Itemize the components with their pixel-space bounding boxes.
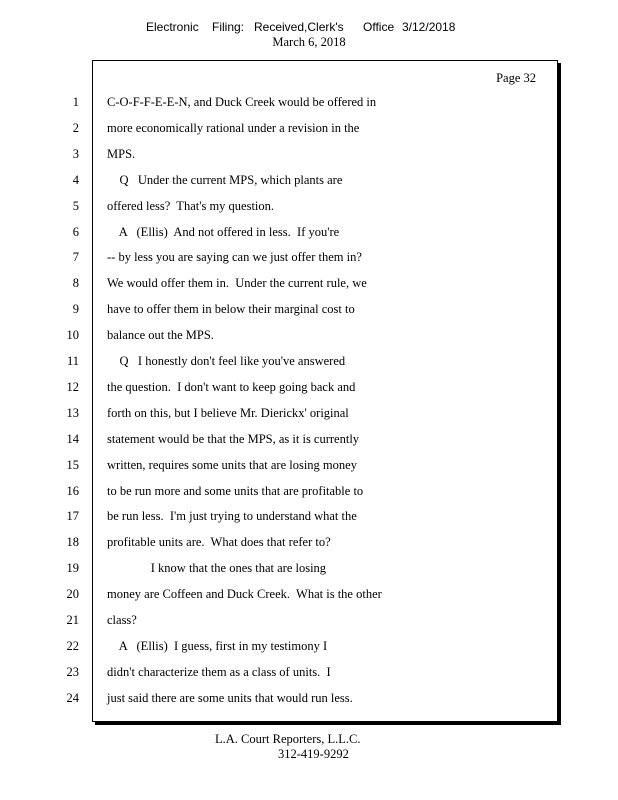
line-number: 21 bbox=[66, 613, 79, 627]
transcript-line: didn't characterize them as a class of units. I bbox=[107, 665, 331, 679]
transcript-line: statement would be that the MPS, as it is currently bbox=[107, 432, 360, 446]
filing-stamp-date: 3/12/2018 bbox=[402, 20, 456, 34]
transcript-line: more economically rational under a revision in the bbox=[107, 121, 360, 135]
line-number: 9 bbox=[72, 302, 79, 316]
transcript-line: C-O-F-F-E-E-N, and Duck Creek would be offered in bbox=[107, 95, 377, 109]
filing-word-office: Office bbox=[363, 20, 395, 34]
line-number: 4 bbox=[72, 173, 79, 187]
line-number: 8 bbox=[72, 276, 79, 290]
line-number: 22 bbox=[66, 639, 79, 653]
transcript-line: -- by less you are saying can we just offer them in? bbox=[107, 250, 362, 264]
line-number: 19 bbox=[66, 561, 79, 575]
line-number: 24 bbox=[66, 691, 79, 705]
line-number: 12 bbox=[66, 380, 79, 394]
transcript-line: to be run more and some units that are profitable to bbox=[107, 484, 364, 498]
line-number: 23 bbox=[66, 665, 79, 679]
reporter-firm: L.A. Court Reporters, L.L.C. bbox=[215, 732, 361, 746]
line-number: 1 bbox=[72, 95, 79, 109]
filing-word-electronic: Electronic bbox=[146, 20, 199, 34]
reporter-phone: 312-419-9292 bbox=[278, 747, 349, 761]
line-number: 3 bbox=[72, 147, 79, 161]
transcript-line: MPS. bbox=[107, 147, 136, 161]
line-number: 17 bbox=[66, 509, 79, 523]
transcript-line: be run less. I'm just trying to understand what the bbox=[107, 509, 357, 523]
line-number: 6 bbox=[72, 225, 79, 239]
filing-word-filing: Filing: bbox=[212, 20, 245, 34]
transcript-line: forth on this, but I believe Mr. Dierickx' original bbox=[107, 406, 349, 420]
line-number: 13 bbox=[66, 406, 79, 420]
transcript-line: Q I honestly don't feel like you've answered bbox=[107, 354, 346, 368]
line-number: 2 bbox=[72, 121, 79, 135]
transcript-date: March 6, 2018 bbox=[272, 35, 346, 49]
filing-header bbox=[0, 20, 618, 52]
transcript-line: Q Under the current MPS, which plants are bbox=[107, 173, 343, 187]
transcript-line: A (Ellis) I guess, first in my testimony I bbox=[107, 639, 328, 653]
transcript-line: A (Ellis) And not offered in less. If you're bbox=[107, 225, 340, 239]
line-number: 18 bbox=[66, 535, 79, 549]
line-number: 20 bbox=[66, 587, 79, 601]
transcript-line: money are Coffeen and Duck Creek. What is the other bbox=[107, 587, 382, 601]
transcript-line: the question. I don't want to keep going back and bbox=[107, 380, 356, 394]
transcript-line: profitable units are. What does that refer to? bbox=[107, 535, 331, 549]
transcript-line: I know that the ones that are losing bbox=[107, 561, 327, 575]
transcript-line: just said there are some units that would run less. bbox=[107, 691, 353, 705]
line-number: 16 bbox=[66, 484, 79, 498]
page-number: Page 32 bbox=[496, 71, 536, 85]
transcript-line: have to offer them in below their marginal cost to bbox=[107, 302, 355, 316]
line-number: 5 bbox=[72, 199, 79, 213]
line-number: 11 bbox=[66, 354, 79, 368]
line-number: 10 bbox=[66, 328, 79, 342]
transcript-line: offered less? That's my question. bbox=[107, 199, 275, 213]
transcript-line: balance out the MPS. bbox=[107, 328, 214, 342]
transcript-line: We would offer them in. Under the current rule, we bbox=[107, 276, 367, 290]
line-number: 7 bbox=[72, 250, 79, 264]
line-number: 15 bbox=[66, 458, 79, 472]
line-number: 14 bbox=[66, 432, 79, 446]
filing-word-received: Received,Clerk's bbox=[254, 20, 344, 34]
transcript-line: class? bbox=[107, 613, 137, 627]
transcript-line: written, requires some units that are losing money bbox=[107, 458, 357, 472]
